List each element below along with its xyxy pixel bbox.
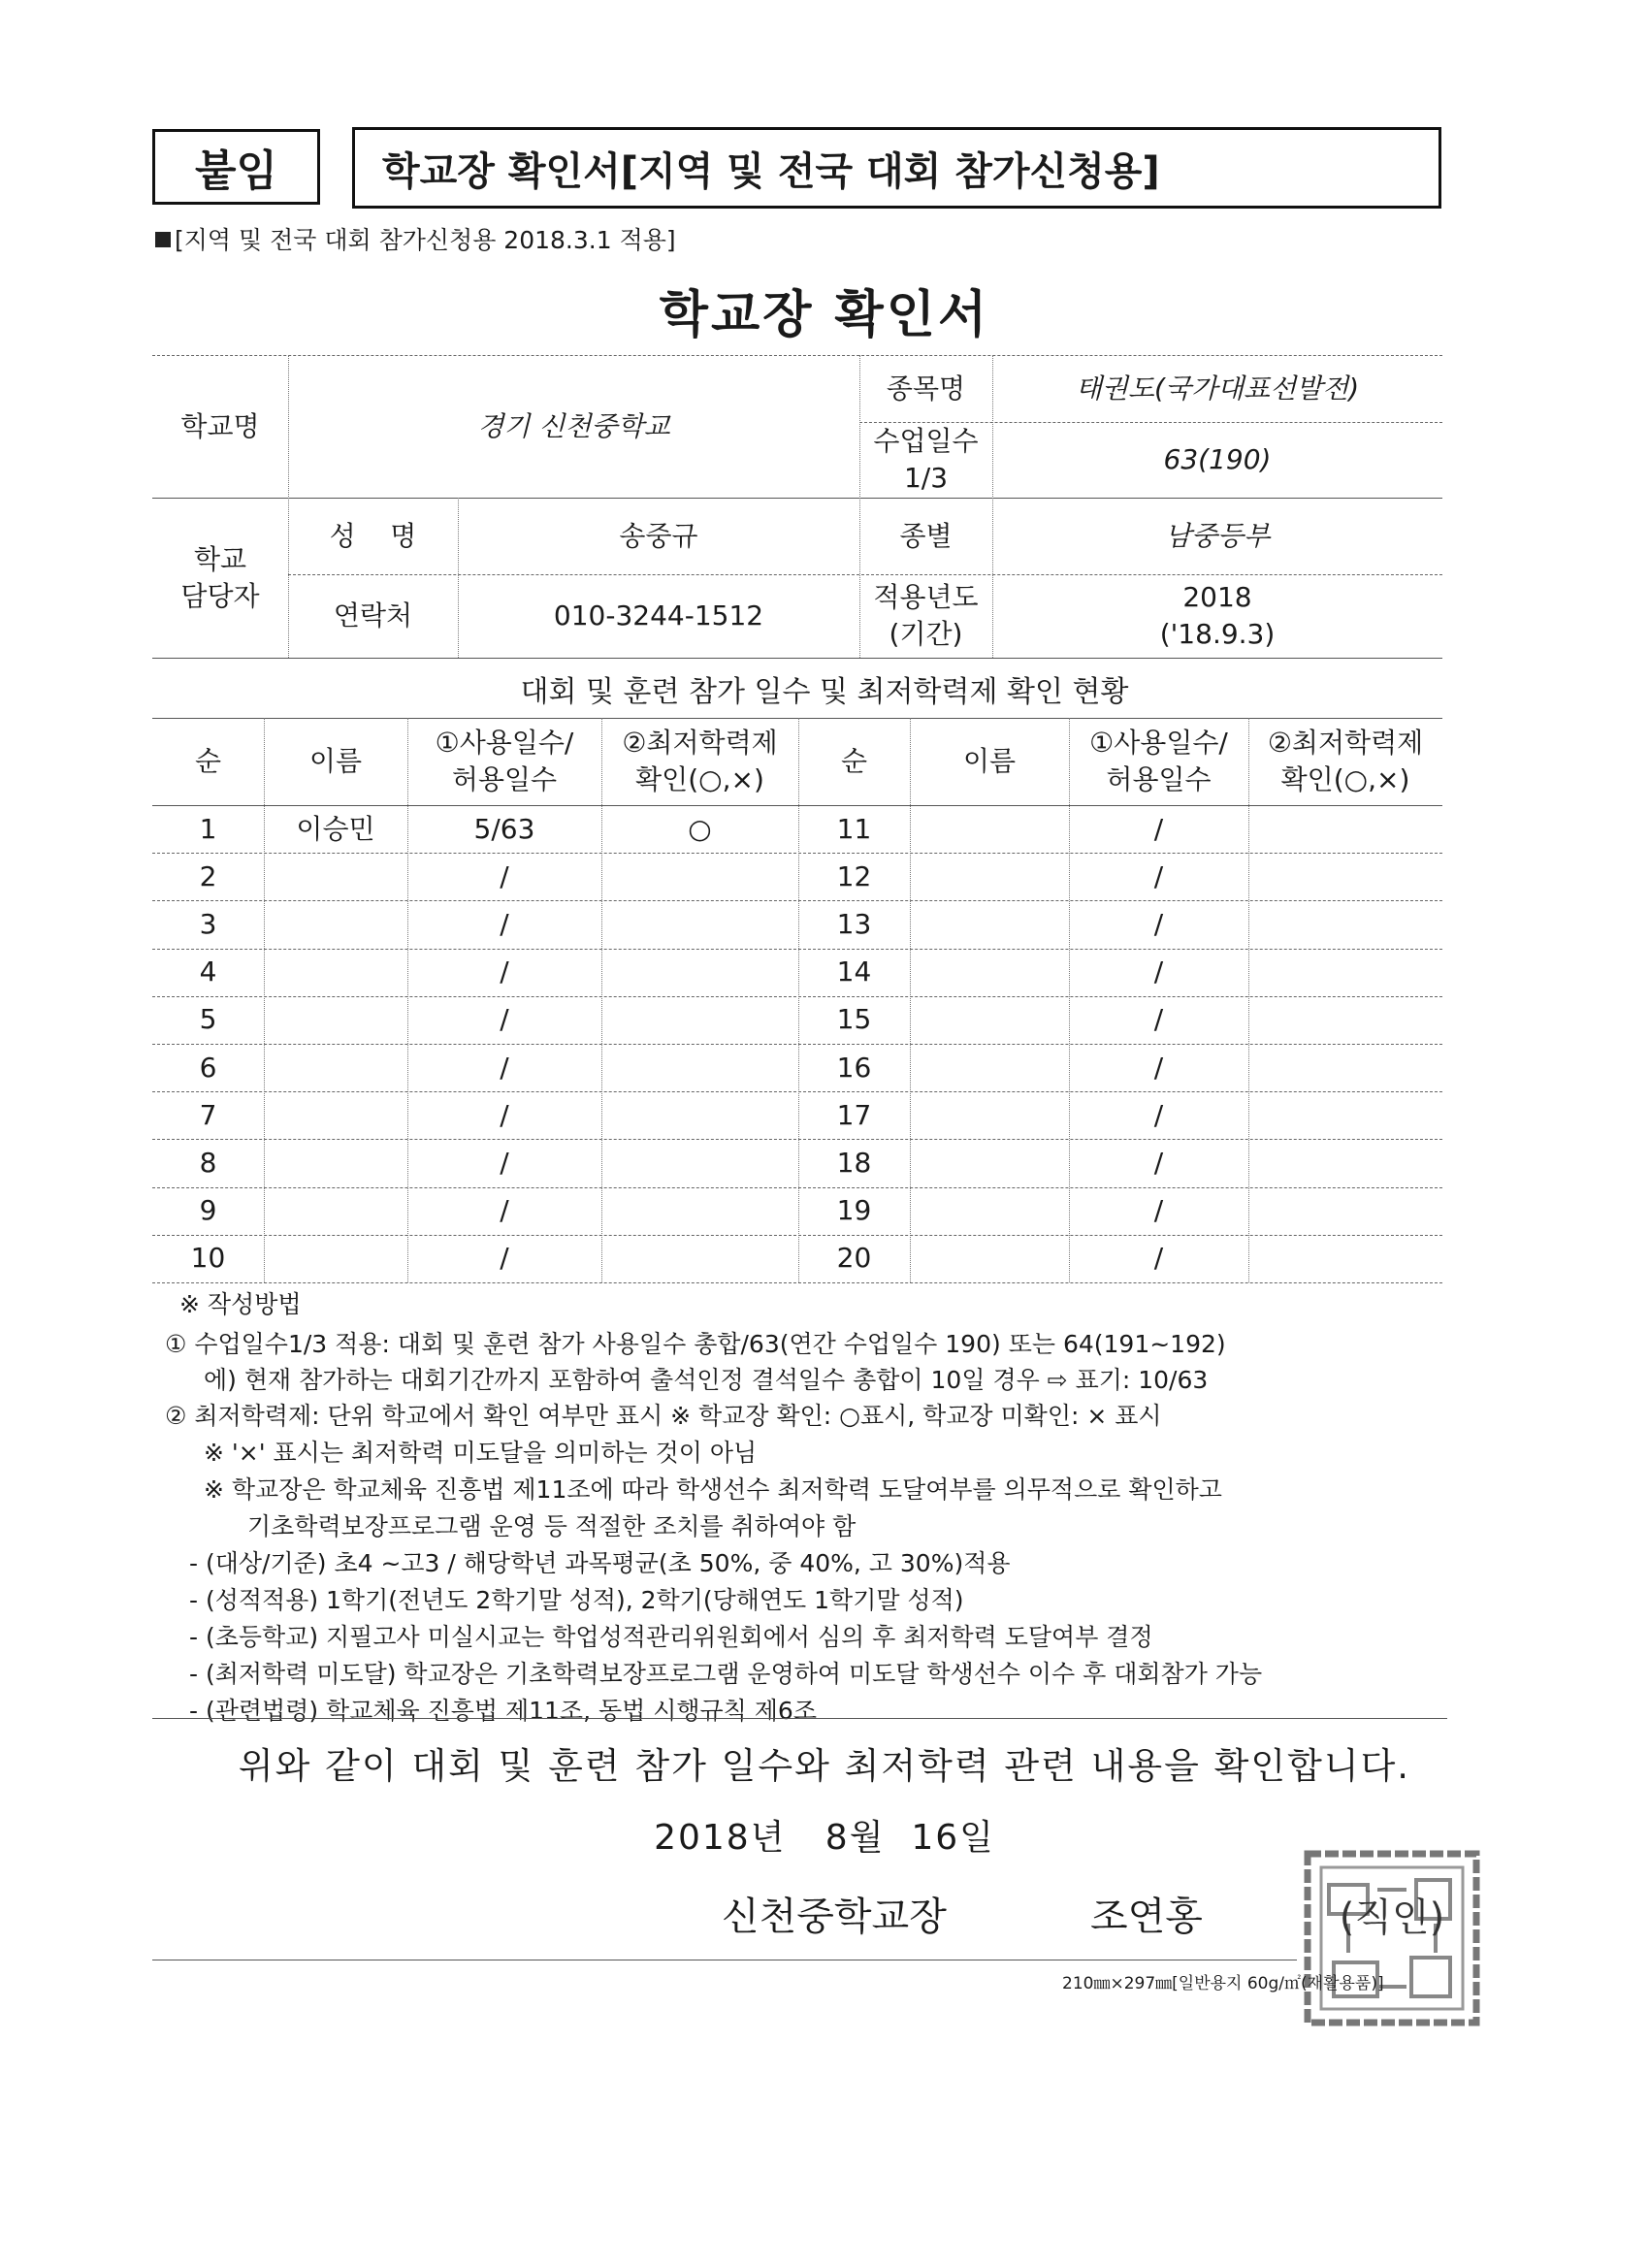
seq-right-cell: 18 [836,1147,872,1180]
seq-right-cell: 20 [836,1242,872,1275]
name-left-cell [264,1139,407,1186]
name-right-cell [910,996,1069,1044]
contact-value: 010-3244-1512 [553,599,764,632]
check-right-cell [1248,1235,1442,1282]
header-days-right-line2: 허용일수 [1106,763,1212,795]
name-left-cell [264,996,407,1044]
seq-left-cell: 1 [199,812,217,845]
attachment-label: 붙임 [152,129,320,205]
category-value: 남중등부 [1164,519,1271,552]
applied-year-label [859,574,992,658]
days-left-cell: 5/63 [473,812,535,845]
days-right-cell: / [1153,908,1164,941]
principal-title: 신천중학교장 [722,1895,947,1939]
applied-year-value-line2: ('18.9.3) [1159,618,1276,650]
class-days-label [859,422,992,498]
name-left-cell [264,1187,407,1235]
name-right-cell [910,805,1069,853]
school-manager-label-line1: 학교 [193,542,247,575]
seq-right-cell: 12 [836,859,872,892]
school-manager-label-line2: 담당자 [180,579,260,612]
name-left-cell: 이승민 [296,812,375,845]
manager-name-value: 송중규 [619,519,698,552]
document-title: 학교장 확인서 [659,286,990,344]
name-right-cell [910,1139,1069,1186]
name-left-cell [264,1044,407,1091]
days-left-cell: / [500,1147,509,1180]
name-right-cell [910,1235,1069,1282]
name-left-cell [264,1091,407,1139]
check-left-cell [601,1091,798,1139]
instruction-line-3: ② 최저학력제: 단위 학교에서 확인 여부만 표시 ※ 학교장 확인: ○표시, 학교장 미확인: × 표시 [165,1402,1162,1430]
check-right-cell [1248,900,1442,948]
instruction-line-8: - (성적적용) 1학기(전년도 2학기말 성적), 2학기(당해연도 1학기말 성적) [189,1586,964,1614]
instruction-line-11: - (관련법령) 학교체육 진흥법 제11조, 동법 시행규칙 제6조 [189,1697,817,1725]
check-right-cell [1248,1044,1442,1091]
check-left-cell [601,853,798,900]
days-left-cell: / [500,1098,509,1131]
seq-left-cell: 4 [199,956,217,988]
header-days-left-line2: 허용일수 [451,763,558,795]
check-left-cell [601,1044,798,1091]
participation-table-title: 대회 및 훈련 참가 일수 및 최저학력제 확인 현황 [520,675,1129,709]
name-right-cell [910,853,1069,900]
instruction-line-5: ※ 학교장은 학교체육 진흥법 제11조에 따라 학생선수 최저학력 도달여부를 의무적으로 확인하고 [204,1475,1222,1504]
header-check-left [601,718,798,805]
seal-label: (직인) [1339,1895,1445,1940]
header-days-right [1069,718,1248,805]
instructions-heading: ※ 작성방법 [179,1290,302,1318]
days-right-cell: / [1153,859,1164,892]
applies-note-text: [지역 및 전국 대회 참가신청용 2018.3.1 적용] [175,226,676,254]
seq-right-cell: 15 [836,1003,872,1036]
instruction-line-2: 에) 현재 참가하는 대회기간까지 포함하여 출석인정 결석일수 총합이 10일 경우 ⇨ 표기: 10/63 [204,1366,1209,1394]
name-right-cell [910,949,1069,996]
check-left-cell: ○ [688,812,712,845]
header-days-left-line1: ①사용일수/ [435,727,574,760]
days-right-cell: / [1153,1147,1164,1180]
instruction-line-4: ※ '×' 표시는 최저학력 미도달을 의미하는 것이 아님 [204,1439,758,1467]
instruction-line-6: 기초학력보장프로그램 운영 등 적절한 조치를 취하여야 함 [247,1512,857,1540]
header-check-right [1248,718,1442,805]
days-right-cell: / [1153,1051,1164,1084]
check-right-cell [1248,949,1442,996]
seq-right-cell: 17 [836,1098,872,1131]
class-days-value: 63(190) [1163,443,1272,476]
instruction-line-9: - (초등학교) 지필고사 미실시교는 학업성적관리위원회에서 심의 후 최저학력 도달여부 결정 [189,1623,1153,1651]
check-left-cell [601,1139,798,1186]
seq-left-cell: 3 [199,908,217,941]
applied-year-label-line1: 적용년도 [873,581,979,614]
instruction-line-1: ① 수업일수1/3 적용: 대회 및 훈련 참가 사용일수 총합/63(연간 수업일수 190) 또는 64(191~192) [165,1330,1226,1358]
check-right-cell [1248,1091,1442,1139]
school-name-value: 경기 신천중학교 [477,409,670,442]
applied-year-value-line1: 2018 [1182,581,1252,614]
event-value: 태권도(국가대표선발전) [1075,372,1360,405]
seq-right-cell: 14 [836,956,872,988]
school-manager-label [152,498,288,658]
seq-right-cell: 16 [836,1051,872,1084]
contact-label: 연락처 [333,599,413,632]
header-name-right: 이름 [962,745,1017,778]
header-days-left [407,718,601,805]
check-right-cell [1248,1187,1442,1235]
header-seq-left: 순 [194,745,222,778]
name-left-cell [264,949,407,996]
check-left-cell [601,1235,798,1282]
days-left-cell: / [500,1051,509,1084]
seq-left-cell: 7 [199,1098,217,1131]
days-left-cell: / [500,908,509,941]
check-left-cell [601,1187,798,1235]
days-right-cell: / [1153,1098,1164,1131]
paper-spec: 210㎜×297㎜[일반용지 60g/㎡(재활용품)] [1062,1974,1384,1993]
check-left-cell [601,949,798,996]
seq-left-cell: 9 [199,1194,217,1227]
check-right-cell [1248,996,1442,1044]
class-days-label-line1: 수업일수 [873,425,979,458]
check-right-cell [1248,805,1442,853]
category-label: 종별 [899,519,953,552]
header-name-left: 이름 [308,745,363,778]
applies-note [155,221,676,256]
manager-name-label: 성 명 [329,519,417,552]
name-right-cell [910,900,1069,948]
instruction-line-10: - (최저학력 미도달) 학교장은 기초학력보장프로그램 운영하여 미도달 학생선수 이수 후 대회참가 가능 [189,1660,1263,1688]
seq-right-cell: 19 [836,1194,872,1227]
class-days-label-line2: 1/3 [903,462,949,494]
days-right-cell: / [1153,1242,1164,1275]
name-left-cell [264,1235,407,1282]
seq-left-cell: 5 [199,1003,217,1036]
table-row-divider [152,1282,1442,1283]
event-label: 종목명 [886,372,966,405]
applied-year-value [992,574,1442,658]
form-header-title: 학교장 확인서[지역 및 전국 대회 참가신청용] [352,127,1441,209]
seq-left-cell: 6 [199,1051,217,1084]
days-left-cell: / [500,1194,509,1227]
header-days-right-line1: ①사용일수/ [1089,727,1228,760]
name-right-cell [910,1091,1069,1139]
days-left-cell: / [500,859,509,892]
check-right-cell [1248,853,1442,900]
days-right-cell: / [1153,812,1164,845]
days-right-cell: / [1153,1003,1164,1036]
instruction-line-7: - (대상/기준) 초4 ~고3 / 해당학년 과목평균(초 50%, 중 40%, 고 30%)적용 [189,1549,1011,1577]
days-left-cell: / [500,956,509,988]
check-left-cell [601,996,798,1044]
days-right-cell: / [1153,1194,1164,1227]
name-left-cell [264,853,407,900]
name-left-cell [264,900,407,948]
header-check-right-line2: 확인(○,×) [1280,763,1410,795]
square-bullet-icon [155,232,171,247]
check-left-cell [601,900,798,948]
seq-right-cell: 11 [836,812,872,845]
check-right-cell [1248,1139,1442,1186]
header-seq-right: 순 [840,745,868,778]
confirmation-statement: 위와 같이 대회 및 훈련 참가 일수와 최저학력 관련 내용을 확인합니다. [238,1745,1411,1787]
header-check-left-line2: 확인(○,×) [635,763,764,795]
days-left-cell: / [500,1003,509,1036]
days-left-cell: / [500,1242,509,1275]
applied-year-label-line2: (기간) [889,618,963,650]
school-name-label: 학교명 [180,409,260,442]
name-right-cell [910,1044,1069,1091]
seq-left-cell: 8 [199,1147,217,1180]
principal-name: 조연홍 [1090,1895,1203,1939]
name-right-cell [910,1187,1069,1235]
header-check-left-line1: ②최저학력제 [622,727,778,760]
seq-left-cell: 10 [190,1242,226,1275]
signature-date: 2018년 8월 16일 [654,1818,995,1858]
header-check-right-line1: ②최저학력제 [1267,727,1424,760]
seq-right-cell: 13 [836,908,872,941]
days-right-cell: / [1153,956,1164,988]
seq-left-cell: 2 [199,859,217,892]
